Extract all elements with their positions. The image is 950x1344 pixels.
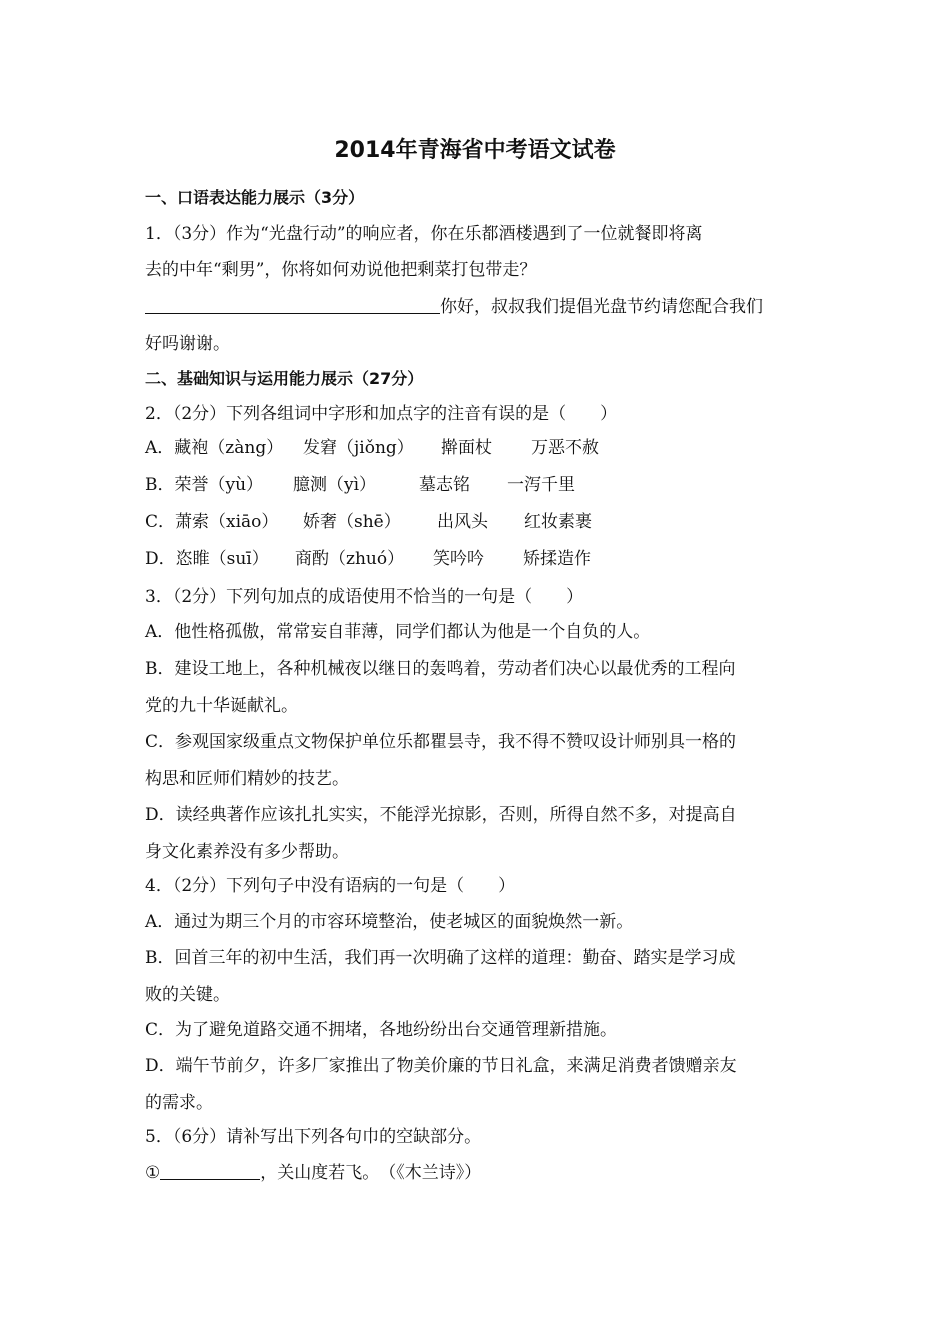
- answer-blank: [145, 295, 440, 314]
- option-part: 擀面杖: [441, 438, 492, 458]
- question-1-line-2: 去的中年“剩男”，你将如何劝说他把剩菜打包带走？: [145, 260, 537, 280]
- question-1-answer-line-2: 好吗谢谢。: [145, 334, 230, 354]
- item-text: ，关山度若飞。 （《木兰诗》）: [260, 1163, 482, 1183]
- question-3-option-b-line-2: 党的九十华诞献礼。: [145, 696, 298, 716]
- option-part: 万恶不赦: [531, 438, 599, 458]
- option-part: C．萧索（xiāo）: [145, 512, 279, 532]
- question-3-option-a: A．他性格孤傲，常常妄自菲薄，同学们都认为他是一个自负的人。: [145, 622, 651, 642]
- question-4-option-c: C．为了避免道路交通不拥堵，各地纷纷出台交通管理新措施。: [145, 1020, 618, 1040]
- option-part: 墓志铭: [419, 475, 470, 495]
- question-2-option-c: [145, 509, 810, 535]
- option-part: 矫揉造作: [523, 549, 591, 569]
- question-3-option-c-line-2: 构思和匠师们精妙的技艺。: [145, 769, 349, 789]
- question-4-option-d-line-1: D．端午节前夕，许多厂家推出了物美价廉的节日礼盒，来满足消费者馈赠亲友: [145, 1056, 737, 1076]
- answer-text: 你好，叔叔我们提倡光盘节约请您配合我们: [440, 297, 763, 317]
- option-part: 红妆素裹: [524, 512, 592, 532]
- option-part: 商酌（zhuó）: [295, 549, 405, 569]
- option-part: 臆测（yì）: [293, 475, 377, 495]
- option-part: D．恣睢（suī）: [145, 549, 269, 569]
- question-4-option-a: A．通过为期三个月的市容环境整治，使老城区的面貌焕然一新。: [145, 912, 634, 932]
- question-2-stem: 2．（2分）下列各组词中字形和加点字的注音有误的是（ ）: [145, 404, 618, 424]
- option-part: B．荣誉（yù）: [145, 475, 264, 495]
- question-4-option-d-line-2: 的需求。: [145, 1093, 213, 1113]
- question-4-stem: 4．（2分）下列句子中没有语病的一句是（ ）: [145, 876, 516, 896]
- question-3-option-c-line-1: C．参观国家级重点文物保护单位乐都瞿昙寺，我不得不赞叹设计师别具一格的: [145, 732, 737, 752]
- page-title: 2014年青海省中考语文试卷: [334, 138, 616, 163]
- fill-blank: [160, 1161, 260, 1180]
- question-3-stem: 3．（2分）下列句加点的成语使用不恰当的一句是（ ）: [145, 587, 584, 607]
- section-heading-1: 一、口语表达能力展示（3分）: [145, 188, 365, 207]
- question-5-stem: 5．（6分）请补写出下列各句巾的空缺部分。: [145, 1127, 482, 1147]
- question-1-answer-line-1: [145, 294, 810, 320]
- question-5-item-1: [145, 1160, 810, 1186]
- question-4-option-b-line-1: B．回首三年的初中生活，我们再一次明确了这样的道理：勤奋、踏实是学习成: [145, 948, 736, 968]
- question-3-option-d-line-2: 身文化素养没有多少帮助。: [145, 842, 349, 862]
- question-4-option-b-line-2: 败的关键。: [145, 985, 230, 1005]
- question-2-option-d: [145, 546, 810, 572]
- section-heading-2: 二、基础知识与运用能力展示（27分）: [145, 369, 424, 388]
- question-3-option-b-line-1: B．建设工地上，各种机械夜以继日的轰鸣着，劳动者们决心以最优秀的工程向: [145, 659, 736, 679]
- question-2-option-a: [145, 435, 810, 461]
- question-1-line-1: 1．（3分）作为“光盘行动”的响应者，你在乐都酒楼遇到了一位就餐即将离: [145, 224, 703, 244]
- option-part: 一泻千里: [507, 475, 575, 495]
- option-part: 娇奢（shē）: [303, 512, 401, 532]
- option-part: 笑吟吟: [433, 549, 484, 569]
- option-part: 发窘（jiǒng）: [303, 438, 414, 458]
- item-number: ①: [145, 1163, 161, 1183]
- option-part: 出风头: [437, 512, 488, 532]
- option-part: A．藏袍（zàng）: [145, 438, 284, 458]
- question-3-option-d-line-1: D．读经典著作应该扎扎实实，不能浮光掠影，否则，所得自然不多，对提高自: [145, 805, 737, 825]
- question-2-option-b: [145, 472, 810, 498]
